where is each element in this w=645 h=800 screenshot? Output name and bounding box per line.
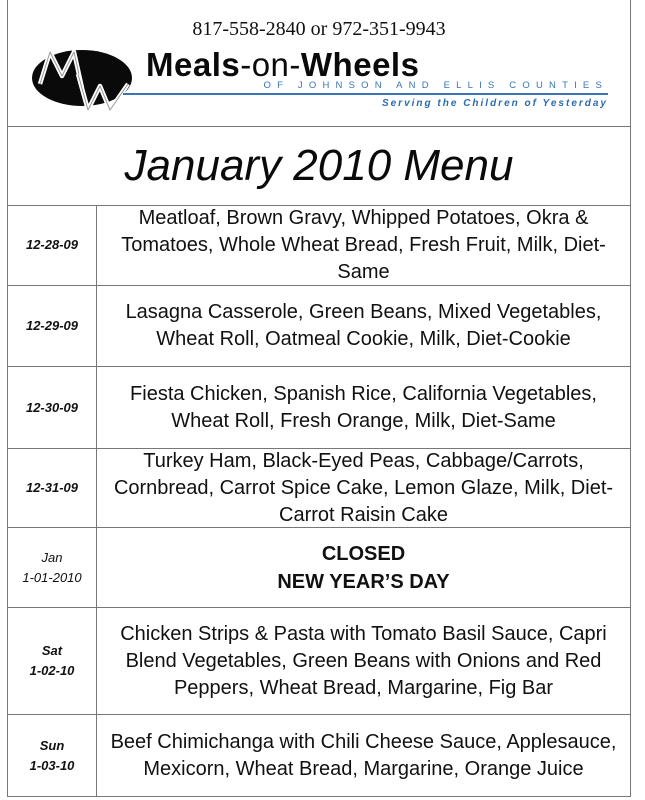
- menu-cell: Fiesta Chicken, Spanish Rice, California Vegetables, Wheat Roll, Fresh Orange, Milk, Diet-Same: [130, 382, 597, 432]
- date-cell: [8, 715, 97, 797]
- menu-cell: Lasagna Casserole, Green Beans, Mixed Vegetables, Wheat Roll, Oatmeal Cookie, Milk, Diet-Cookie: [125, 301, 602, 350]
- day-text: Jan: [41, 549, 63, 565]
- date-cell: [8, 367, 97, 448]
- day-text: Sun: [39, 738, 65, 753]
- phone-numbers: 817-558-2840 or 972-351-9943: [192, 18, 446, 40]
- mw-logo-icon: [32, 44, 142, 116]
- date-text: 1-03-10: [29, 758, 75, 773]
- menu-row: [8, 286, 630, 367]
- date-cell: [8, 286, 97, 366]
- holiday-label: NEW YEAR’S DAY: [277, 570, 450, 593]
- page-title: January 2010 Menu: [124, 140, 514, 190]
- date-text: 1-02-10: [29, 663, 75, 678]
- closed-label: CLOSED: [321, 542, 406, 565]
- date-cell: [8, 205, 97, 285]
- date-text: 12-30-09: [25, 399, 79, 415]
- logo-rule: [123, 93, 608, 95]
- tagline: Serving the Children of Yesterday: [381, 98, 608, 109]
- date-text: 12-28-09: [25, 237, 79, 252]
- menu-cell: Chicken Strips & Pasta with Tomato Basil Sauce, Capri Blend Vegetables, Green Beans with Onions and Red Peppers, Wheat Bread, Margarine, Fig Bar: [120, 622, 607, 699]
- brand-name: [146, 46, 419, 84]
- brand-part-wheels: Wheels: [300, 46, 420, 83]
- date-text: 1-01-2010: [22, 569, 82, 585]
- brand-part-meals: Meals: [146, 46, 241, 83]
- menu-row: [8, 608, 630, 715]
- menu-row: [8, 449, 630, 528]
- menu-row: [8, 715, 630, 797]
- menu-cell: Turkey Ham, Black-Eyed Peas, Cabbage/Carrots, Cornbread, Carrot Spice Cake, Lemon Glaze, Milk, Diet-Carrot Raisin Cake: [113, 449, 614, 526]
- menu-cell: Meatloaf, Brown Gravy, Whipped Potatoes, Okra & Tomatoes, Whole Wheat Bread, Fresh Fruit, Milk, Diet-Same: [121, 206, 606, 283]
- menu-row: [8, 367, 630, 449]
- menu-row: [8, 205, 630, 286]
- closed-notice: [97, 528, 630, 607]
- menu-page: [7, 0, 631, 797]
- day-text: Sat: [41, 643, 63, 658]
- menu-row-closed: [8, 528, 630, 608]
- date-cell: [8, 608, 97, 714]
- date-text: 12-31-09: [25, 480, 79, 495]
- date-cell: [8, 528, 97, 607]
- counties-subtitle: OF JOHNSON AND ELLIS COUNTIES: [263, 80, 608, 91]
- brand-part-on: -on-: [240, 46, 301, 83]
- date-cell: [8, 449, 97, 527]
- title-row: [8, 126, 630, 206]
- header: [8, 0, 630, 127]
- date-text: 12-29-09: [25, 318, 79, 333]
- menu-cell: Beef Chimichanga with Chili Cheese Sauce, Applesauce, Mexicorn, Wheat Bread, Margarine, Orange Juice: [110, 731, 617, 780]
